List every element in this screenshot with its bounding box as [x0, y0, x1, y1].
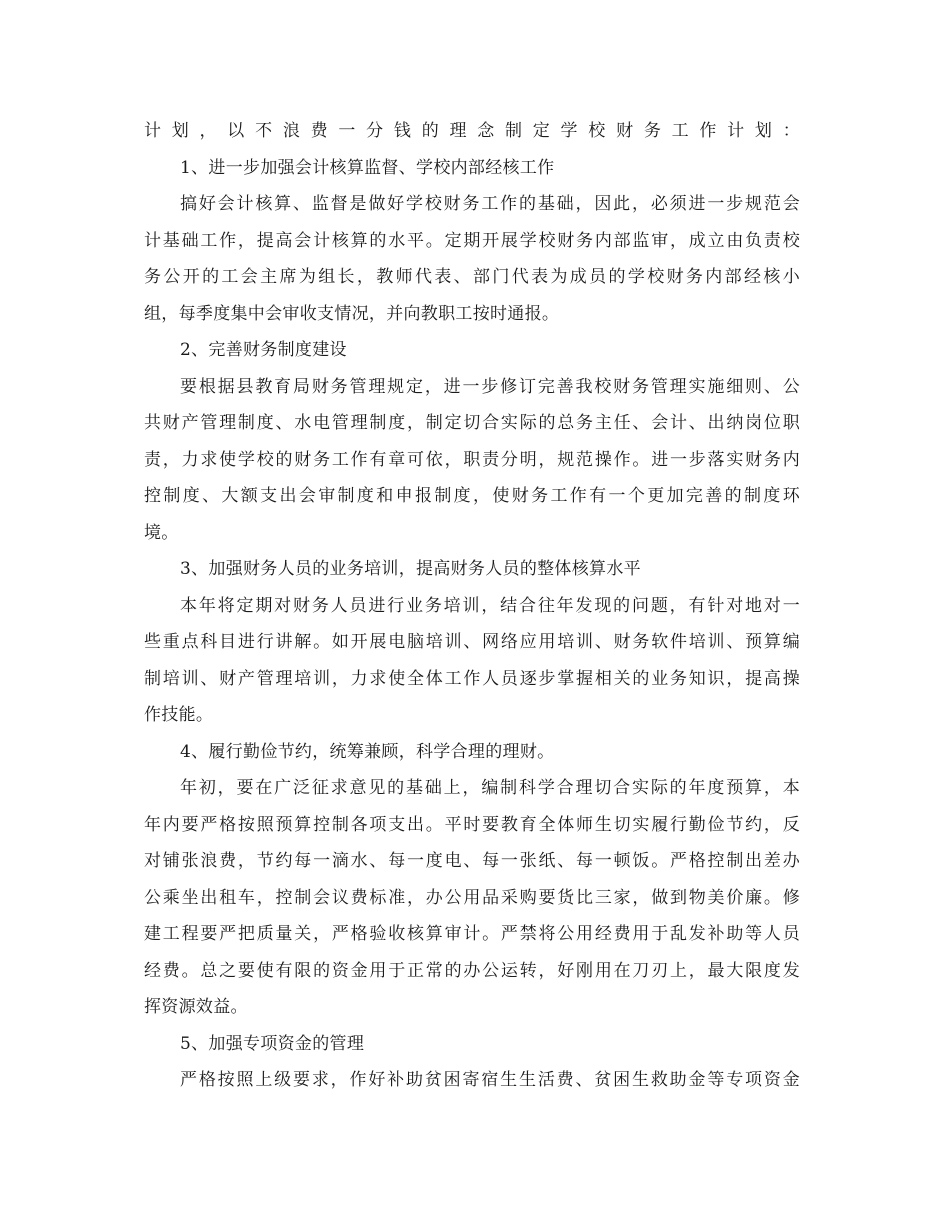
paragraph-line: 共财产管理制度、水电管理制度，制定切合实际的总务主任、会计、出纳岗位职 — [144, 413, 800, 433]
paragraph-line: 计基础工作，提高会计核算的水平。定期开展学校财务内部监审，成立由负责校 — [144, 230, 800, 251]
paragraph-line: 建工程要严把质量关，严格验收核算审计。严禁将公用经费用于乱发补助等人员 — [144, 924, 800, 944]
paragraph-line: 公乘坐出租车，控制会议费标准，办公用品采购要货比三家，做到物美价廉。修 — [144, 887, 800, 908]
paragraph-line: 经费。总之要使有限的资金用于正常的办公运转，好刚用在刀刃上，最大限度发 — [144, 960, 800, 981]
section-heading-2: 2、完善财务制度建设 — [180, 340, 347, 360]
paragraph-line: 组，每季度集中会审收支情况，并向教职工按时通报。 — [144, 303, 560, 324]
paragraph-line: 本年将定期对财务人员进行业务培训，结合往年发现的问题，有针对地对一 — [180, 595, 800, 616]
paragraph-line: 制培训、财产管理培训，力求使全体工作人员逐步掌握相关的业务知识，提高操 — [144, 668, 800, 689]
section-heading-1: 1、进一步加强会计核算监督、学校内部经核工作 — [180, 157, 555, 178]
section-heading-4: 4、履行勤俭节约，统筹兼顾，科学合理的理财。 — [180, 741, 555, 762]
paragraph-line: 控制度、大额支出会审制度和申报制度，使财务工作有一个更加完善的制度环 — [144, 486, 800, 506]
paragraph-line: 境。 — [144, 522, 179, 543]
paragraph-line: 些重点科目进行讲解。如开展电脑培训、网络应用培训、财务软件培训、预算编 — [144, 632, 800, 652]
paragraph-line: 严格按照上级要求，作好补助贫困寄宿生生活费、贫困生救助金等专项资金 — [180, 1070, 800, 1090]
section-heading-5: 5、加强专项资金的管理 — [180, 1033, 365, 1054]
paragraph-line: 年内要严格按照预算控制各项支出。平时要教育全体师生切实履行勤俭节约，反 — [144, 814, 800, 835]
paragraph-line: 挥资源效益。 — [144, 997, 248, 1017]
document-body — [144, 113, 800, 1099]
paragraph-line: 对铺张浪费，节约每一滴水、每一度电、每一张纸、每一顿饭。严格控制出差办 — [144, 851, 800, 871]
paragraph-line: 计划，以不浪费一分钱的理念制定学校财务工作计划： — [144, 121, 800, 141]
paragraph-line: 务公开的工会主席为组长，教师代表、部门代表为成员的学校财务内部经核小 — [144, 267, 800, 287]
paragraph-line: 搞好会计核算、监督是做好学校财务工作的基础，因此，必须进一步规范会 — [180, 194, 800, 214]
paragraph-line: 要根据县教育局财务管理规定，进一步修订完善我校财务管理实施细则、公 — [180, 376, 800, 397]
paragraph-line: 作技能。 — [144, 705, 214, 725]
paragraph-line: 年初，要在广泛征求意见的基础上，编制科学合理切合实际的年度预算，本 — [180, 778, 800, 798]
section-heading-3: 3、加强财务人员的业务培训，提高财务人员的整体核算水平 — [180, 559, 641, 579]
paragraph-line: 责，力求使学校的财务工作有章可依，职责分明，规范操作。进一步落实财务内 — [144, 449, 800, 470]
